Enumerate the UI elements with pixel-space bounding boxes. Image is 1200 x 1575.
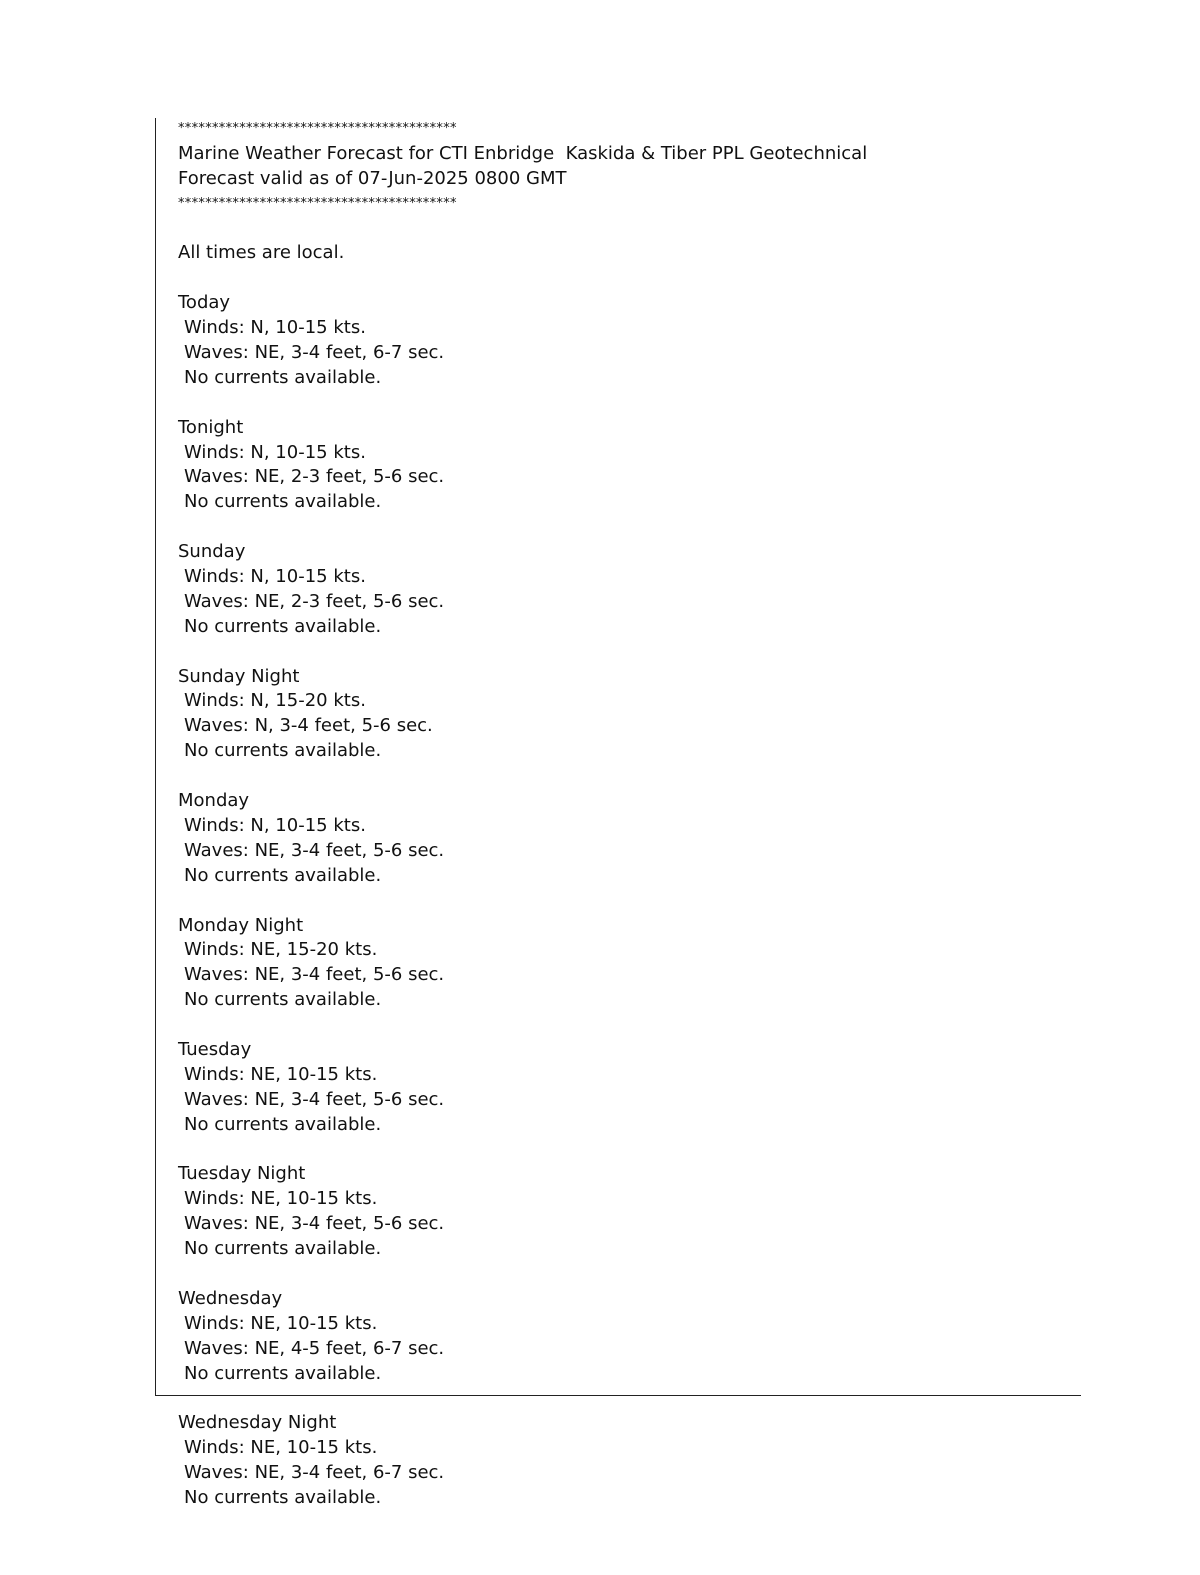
- period-winds: Winds: NE, 10-15 kts.: [184, 1312, 378, 1334]
- period-winds: Winds: N, 10-15 kts.: [184, 814, 366, 836]
- period-name: Tuesday: [178, 1038, 252, 1060]
- period-name: Today: [178, 292, 231, 314]
- period-winds: Winds: NE, 10-15 kts.: [184, 1188, 378, 1210]
- spacer: [178, 515, 1078, 540]
- forecast-period: [178, 540, 1078, 640]
- period-currents: No currents available.: [184, 491, 382, 513]
- forecast-period: [178, 1287, 1078, 1387]
- header-stars-bottom: *****************************************: [178, 195, 457, 211]
- period-name: Tonight: [178, 416, 244, 438]
- period-currents: No currents available.: [184, 864, 382, 886]
- spacer: [178, 640, 1078, 665]
- times-note: All times are local.: [178, 242, 345, 264]
- period-winds: Winds: N, 10-15 kts.: [184, 317, 366, 339]
- period-waves: Waves: NE, 3-4 feet, 5-6 sec.: [184, 1088, 445, 1110]
- period-name: Wednesday: [178, 1287, 283, 1309]
- spacer: [178, 764, 1078, 789]
- period-name: Wednesday Night: [178, 1412, 337, 1434]
- spacer: [178, 217, 1078, 242]
- period-waves: Waves: NE, 2-3 feet, 5-6 sec.: [184, 590, 445, 612]
- forecast-document: [178, 117, 1078, 1511]
- period-waves: Waves: NE, 3-4 feet, 5-6 sec.: [184, 964, 445, 986]
- period-waves: Waves: NE, 3-4 feet, 5-6 sec.: [184, 1213, 445, 1235]
- period-waves: Waves: NE, 2-3 feet, 5-6 sec.: [184, 466, 445, 488]
- period-winds: Winds: N, 10-15 kts.: [184, 441, 366, 463]
- period-winds: Winds: NE, 15-20 kts.: [184, 939, 378, 961]
- spacer: [178, 266, 1078, 291]
- period-waves: Waves: N, 3-4 feet, 5-6 sec.: [184, 715, 433, 737]
- spacer: [178, 889, 1078, 914]
- period-currents: No currents available.: [184, 989, 382, 1011]
- spacer: [178, 1138, 1078, 1163]
- period-currents: No currents available.: [184, 366, 382, 388]
- period-waves: Waves: NE, 3-4 feet, 5-6 sec.: [184, 839, 445, 861]
- period-currents: No currents available.: [184, 1113, 382, 1135]
- period-currents: No currents available.: [184, 1362, 382, 1384]
- forecast-period: [178, 291, 1078, 391]
- header-stars-top: *****************************************: [178, 121, 457, 136]
- forecast-period: [178, 1411, 1078, 1511]
- period-winds: Winds: NE, 10-15 kts.: [184, 1063, 378, 1085]
- forecast-period: [178, 789, 1078, 889]
- period-waves: Waves: NE, 3-4 feet, 6-7 sec.: [184, 342, 445, 364]
- period-currents: No currents available.: [184, 1486, 382, 1508]
- period-name: Sunday: [178, 541, 246, 563]
- forecast-valid-time: Forecast valid as of 07-Jun-2025 0800 GMT: [178, 167, 567, 189]
- spacer: [178, 1262, 1078, 1287]
- spacer: [178, 1013, 1078, 1038]
- period-waves: Waves: NE, 4-5 feet, 6-7 sec.: [184, 1337, 445, 1359]
- period-winds: Winds: N, 15-20 kts.: [184, 690, 366, 712]
- forecast-period: [178, 914, 1078, 1014]
- period-name: Monday Night: [178, 914, 304, 936]
- period-winds: Winds: NE, 10-15 kts.: [184, 1437, 378, 1459]
- period-name: Sunday Night: [178, 665, 300, 687]
- forecast-period: [178, 416, 1078, 516]
- period-name: Monday: [178, 790, 250, 812]
- period-winds: Winds: N, 10-15 kts.: [184, 566, 366, 588]
- period-currents: No currents available.: [184, 1238, 382, 1260]
- period-currents: No currents available.: [184, 740, 382, 762]
- spacer: [178, 391, 1078, 416]
- forecast-period: [178, 1038, 1078, 1138]
- period-name: Tuesday Night: [178, 1163, 306, 1185]
- frame-left-border: [155, 118, 156, 1396]
- forecast-period: [178, 1162, 1078, 1262]
- period-waves: Waves: NE, 3-4 feet, 6-7 sec.: [184, 1462, 445, 1484]
- forecast-title: Marine Weather Forecast for CTI Enbridge Kaskida & Tiber PPL Geotechnical: [178, 142, 868, 164]
- forecast-period: [178, 665, 1078, 765]
- spacer: [178, 1386, 1078, 1411]
- period-currents: No currents available.: [184, 615, 382, 637]
